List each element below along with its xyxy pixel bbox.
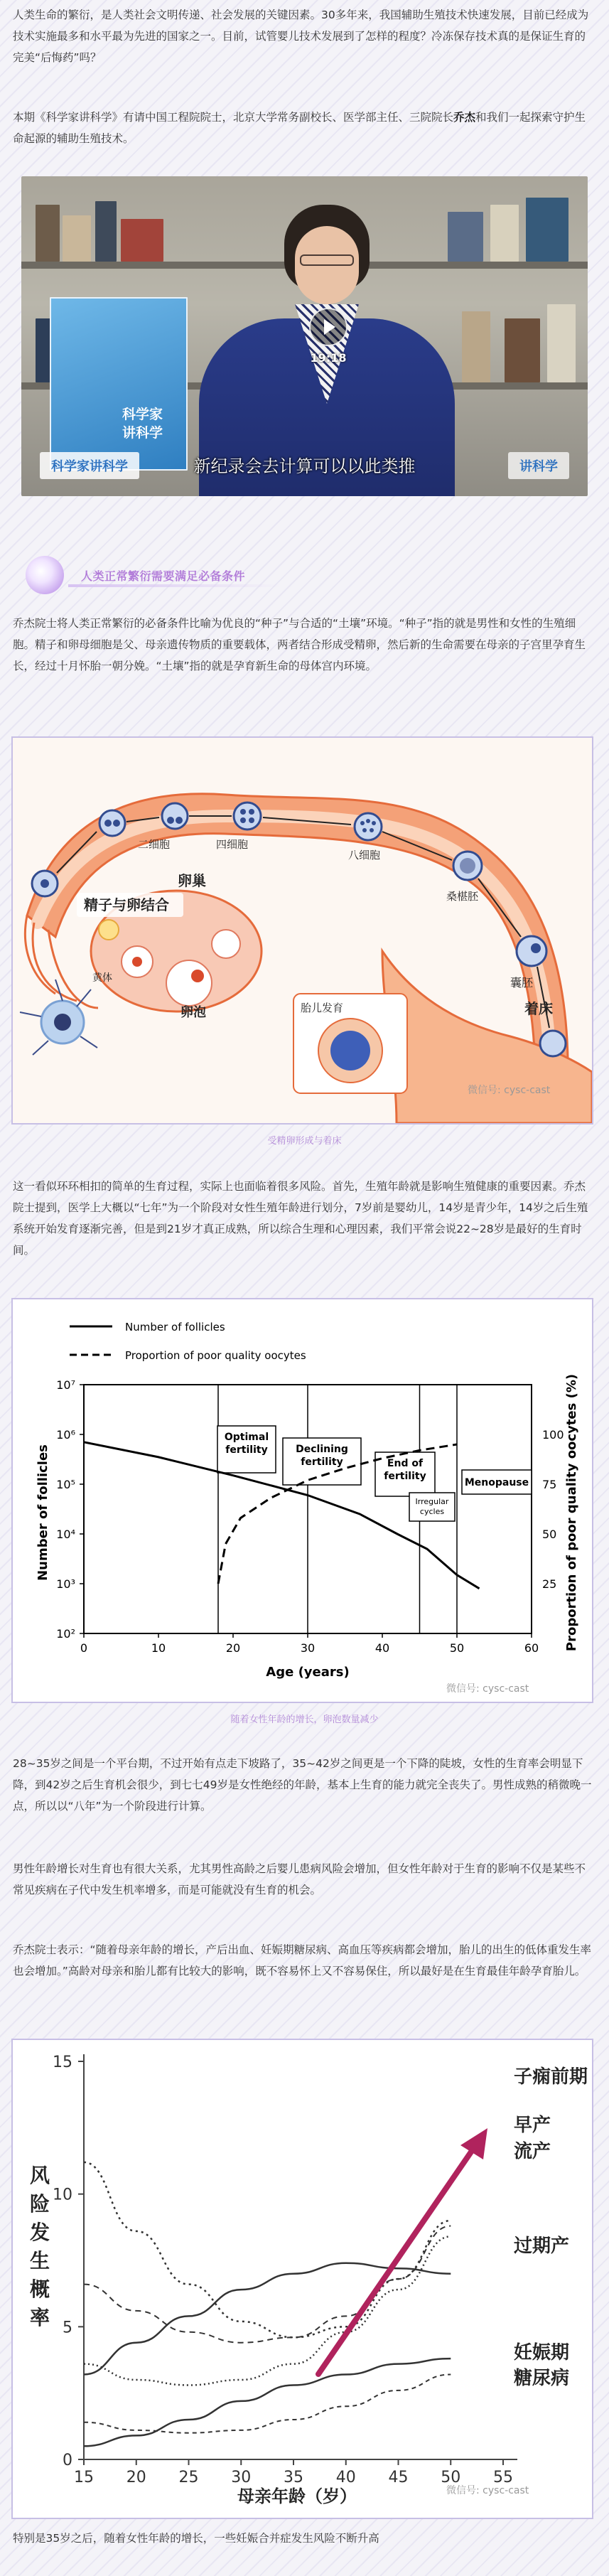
x-tick-label: 35 — [284, 2469, 303, 2486]
book — [121, 219, 163, 262]
paragraph-text: 特别是35岁之后，随着女性年龄的增长，一些妊娠合并症发生风险不断升高 — [13, 2532, 379, 2545]
label-postterm: 过期产 — [514, 2236, 570, 2257]
y-tick-label: 15 — [53, 2054, 72, 2071]
y-axis-label-char: 险 — [29, 2192, 50, 2216]
paragraph-text: 男性年龄增长对生育也有很大关系，尤其男性高龄之后婴儿患病风险会增加，但女性年龄对于生育的影响不仅是某些不常见疾病在子代中发生机率增多，而是可能就没有生育的机会。 — [13, 1862, 586, 1896]
paragraph-text: 28~35岁之间是一个平台期，不过开始有点走下坡路了，35~42岁之间更是一个下降的陡坡，女性的生育率会明显下降，到42岁之后生育机会很少，到七七49岁是女性绝经的年龄，基本上生育的能力就完全丧失了。男性成熟的稍微晚一点，所以以“八年”为一个阶段进行计算。 — [13, 1757, 592, 1813]
paragraph-after-35 — [13, 2528, 596, 2549]
y-tick-label: 10⁶ — [56, 1428, 75, 1442]
intro-text-2b: 和我们一起探索守护生命起源的辅助生殖技术。 — [13, 111, 586, 145]
right-tick-label: 100 — [542, 1428, 564, 1442]
follicle-chart — [11, 1298, 593, 1703]
label-implantation: 着床 — [524, 1000, 553, 1017]
book — [63, 215, 91, 262]
box-menopause-label: Menopause — [464, 1477, 529, 1488]
label-blastocyst: 囊胚 — [510, 976, 534, 989]
label-morula: 桑椹胚 — [446, 890, 479, 903]
book — [448, 212, 483, 262]
right-tick-label: 50 — [542, 1528, 557, 1541]
y-axis-label-char: 生 — [29, 2249, 50, 2272]
x-tick-label: 40 — [374, 1641, 390, 1655]
label-preeclampsia: 子痫前期 — [514, 2066, 588, 2088]
intro-text-2a: 本期《科学家讲科学》有请中国工程院院士，北京大学常务副校长、医学部主任、三院院长 — [13, 111, 454, 124]
y-tick-label: 5 — [63, 2319, 72, 2337]
book — [526, 198, 568, 262]
intro-paragraph — [13, 4, 596, 68]
label-fertilization: 精子与卵结合 — [84, 896, 169, 913]
watermark: 微信号: cysc-cast — [446, 2485, 529, 2496]
paragraph-seed-soil — [13, 613, 596, 677]
x-tick-label: 20 — [225, 1641, 241, 1655]
label-miscarriage: 流产 — [514, 2141, 551, 2162]
legend-poor-oocytes: Proportion of poor quality oocytes — [125, 1349, 306, 1362]
paragraph-decline — [13, 1753, 596, 1817]
intro-text-1: 人类生命的繁衍，是人类社会文明传递、社会发展的关键因素。30多年来，我国辅助生殖技术快速发展，目前已经成为技术实施最多和水平最为先进的国家之一。目前，试管婴儿技术发展到了怎样的程度？冷冻保存技术真的是保证生育的完美“后悔药”吗？ — [13, 9, 589, 64]
glasses-icon — [300, 254, 354, 266]
x-tick-label: 0 — [80, 1641, 88, 1655]
x-tick-label: 20 — [126, 2469, 146, 2486]
y-axis-label-char: 发 — [29, 2221, 50, 2244]
watermark: 微信号: cysc-cast — [468, 1085, 551, 1096]
label-follicle: 卵泡 — [180, 1005, 206, 1020]
book — [490, 205, 519, 262]
x-tick-label: 60 — [524, 1641, 539, 1655]
oocyte — [191, 970, 204, 982]
paragraph-maternal-risk — [13, 1939, 596, 1982]
intro-text-2 — [13, 107, 596, 149]
box-declining-label-2: fertility — [301, 1456, 343, 1468]
video-player[interactable] — [21, 176, 588, 496]
x-tick-label: 15 — [74, 2469, 94, 2486]
y-axis-label-left: Number of follicles — [36, 1444, 50, 1581]
label-corpus-luteum: 黄体 — [92, 972, 112, 984]
paragraph-text: 乔杰院士表示：“随着母亲年龄的增长，产后出血、妊娠期糖尿病、高血压等疾病都会增加，胎儿的出生的低体重发生率也会增加。”高龄对母亲和胎儿都有比较大的影响，既不容易怀上又不容易保住，所以最好是在生育最佳年龄孕育胎儿。 — [13, 1943, 592, 1977]
label-gdm-2: 糖尿病 — [514, 2368, 570, 2389]
label-preterm: 早产 — [514, 2115, 551, 2136]
box-end-label-1: End of — [387, 1458, 424, 1469]
x-tick-label: 30 — [231, 2469, 252, 2486]
y-tick-label: 10⁷ — [56, 1378, 75, 1392]
x-axis-label: 母亲年龄（岁） — [237, 2486, 357, 2506]
x-tick-label: 40 — [335, 2469, 356, 2486]
x-tick-label: 30 — [300, 1641, 316, 1655]
y-tick-label: 0 — [63, 2452, 72, 2469]
paragraph-text: 这一看似环环相扣的简单的生育过程，实际上也面临着很多风险。首先，生殖年龄就是影响生殖健康的重要因素。乔杰院士提到，医学上大概以“七年”为一个阶段对女性生殖年龄进行划分，7岁前是婴幼儿，14岁是青少年，14岁之后生殖系统开始发育逐渐完善，但是到21岁才真正成熟，所以综合生理和心理因素，我们平常会说22~28岁是最好的生育时间。 — [13, 1180, 588, 1257]
box-optimal-label-1: Optimal — [224, 1432, 269, 1443]
paragraph-male-age — [13, 1858, 596, 1901]
fertilization-svg — [13, 738, 592, 1123]
label-ovary: 卵巢 — [178, 872, 206, 889]
caption-follicles: 随着女性年龄的增长，卵泡数量减少 — [230, 1714, 379, 1725]
paragraph-age-stages — [13, 1176, 596, 1261]
y-tick-label: 10⁴ — [56, 1528, 75, 1541]
zygote-nucleus — [41, 879, 49, 888]
video-subtitle: 新纪录会去计算可以以此类推 — [193, 456, 416, 476]
embryo — [330, 1031, 370, 1070]
follicle — [212, 930, 240, 958]
label-2cell: 二细胞 — [138, 838, 171, 851]
label-gdm-1: 妊娠期 — [514, 2342, 570, 2363]
section-heading — [26, 556, 281, 596]
right-tick-label: 75 — [542, 1478, 557, 1491]
video-tag-right: 讲科学 — [508, 452, 569, 479]
y-axis-label-char: 风 — [29, 2164, 50, 2187]
section-heading-text: 人类正常繁衍需要满足必备条件 — [81, 569, 246, 583]
label-fetus: 胎儿发育 — [301, 1002, 344, 1014]
y-axis-label-right: Proportion of poor quality oocytes (%) — [564, 1373, 579, 1652]
x-tick-label: 10 — [151, 1641, 166, 1655]
play-icon[interactable] — [309, 308, 347, 346]
book — [547, 304, 576, 382]
x-tick-label: 50 — [441, 2469, 461, 2486]
box-optimal-label-2: fertility — [225, 1444, 268, 1456]
legend-follicles: Number of follicles — [125, 1321, 225, 1333]
label-8cell: 八细胞 — [348, 849, 381, 862]
fertilization-diagram — [11, 736, 593, 1125]
right-tick-label: 25 — [542, 1577, 557, 1591]
box-declining-label-1: Declining — [296, 1444, 348, 1455]
book — [505, 318, 540, 382]
book-cover-title: 科学家 讲科学 — [122, 407, 163, 441]
y-axis-label-char: 概 — [29, 2277, 50, 2301]
y-axis-label-char: 率 — [29, 2306, 50, 2329]
heading-underline — [68, 584, 281, 587]
x-tick-label: 25 — [178, 2469, 199, 2486]
maternal-risk-svg — [13, 2040, 592, 2518]
maternal-risk-chart — [11, 2039, 593, 2519]
follicle — [166, 960, 212, 1006]
egg-nucleus — [54, 1014, 71, 1031]
follicle-chart-svg — [13, 1299, 592, 1702]
book — [36, 205, 60, 262]
scientist-name: 乔杰 — [453, 111, 476, 124]
corpus-luteum — [99, 920, 119, 940]
y-tick-label: 10⁵ — [56, 1478, 75, 1491]
box-irregular-label-1: Irregular — [415, 1497, 449, 1506]
heading-decoration-icon — [26, 556, 64, 594]
x-tick-label: 50 — [449, 1641, 465, 1655]
watermark: 微信号: cysc-cast — [446, 1683, 529, 1695]
caption-fertilization: 受精卵形成与着床 — [267, 1136, 342, 1147]
book — [462, 311, 490, 382]
box-end-label-2: fertility — [384, 1471, 426, 1482]
x-tick-label: 55 — [493, 2469, 513, 2486]
paragraph-text: 乔杰院士将人类正常繁衍的必备条件比喻为优良的“种子”与合适的“土壤”环境。“种子”指的就是男性和女性的生殖细胞。精子和卵母细胞是父、母亲遗传物质的重要载体，两者结合形成受精卵，然后新的生命需要在母亲的子宫里孕育生长，经过十月怀胎一朝分娩。“土壤”指的就是孕育新生命的母体宫内环境。 — [13, 617, 586, 672]
video-duration: 19:18 — [310, 351, 347, 365]
box-irregular-label-2: cycles — [419, 1507, 445, 1516]
label-4cell: 四细胞 — [216, 838, 249, 851]
x-axis-label: Age (years) — [266, 1665, 350, 1680]
video-tag-left: 科学家讲科学 — [40, 452, 139, 479]
y-tick-label: 10 — [53, 2186, 72, 2204]
x-tick-label: 45 — [388, 2469, 409, 2486]
y-tick-label: 10³ — [56, 1577, 75, 1591]
intro-paragraph-2 — [13, 107, 596, 149]
book — [95, 201, 117, 262]
y-tick-label: 10² — [56, 1627, 75, 1641]
book-cover — [50, 297, 188, 471]
oocyte — [132, 957, 142, 967]
